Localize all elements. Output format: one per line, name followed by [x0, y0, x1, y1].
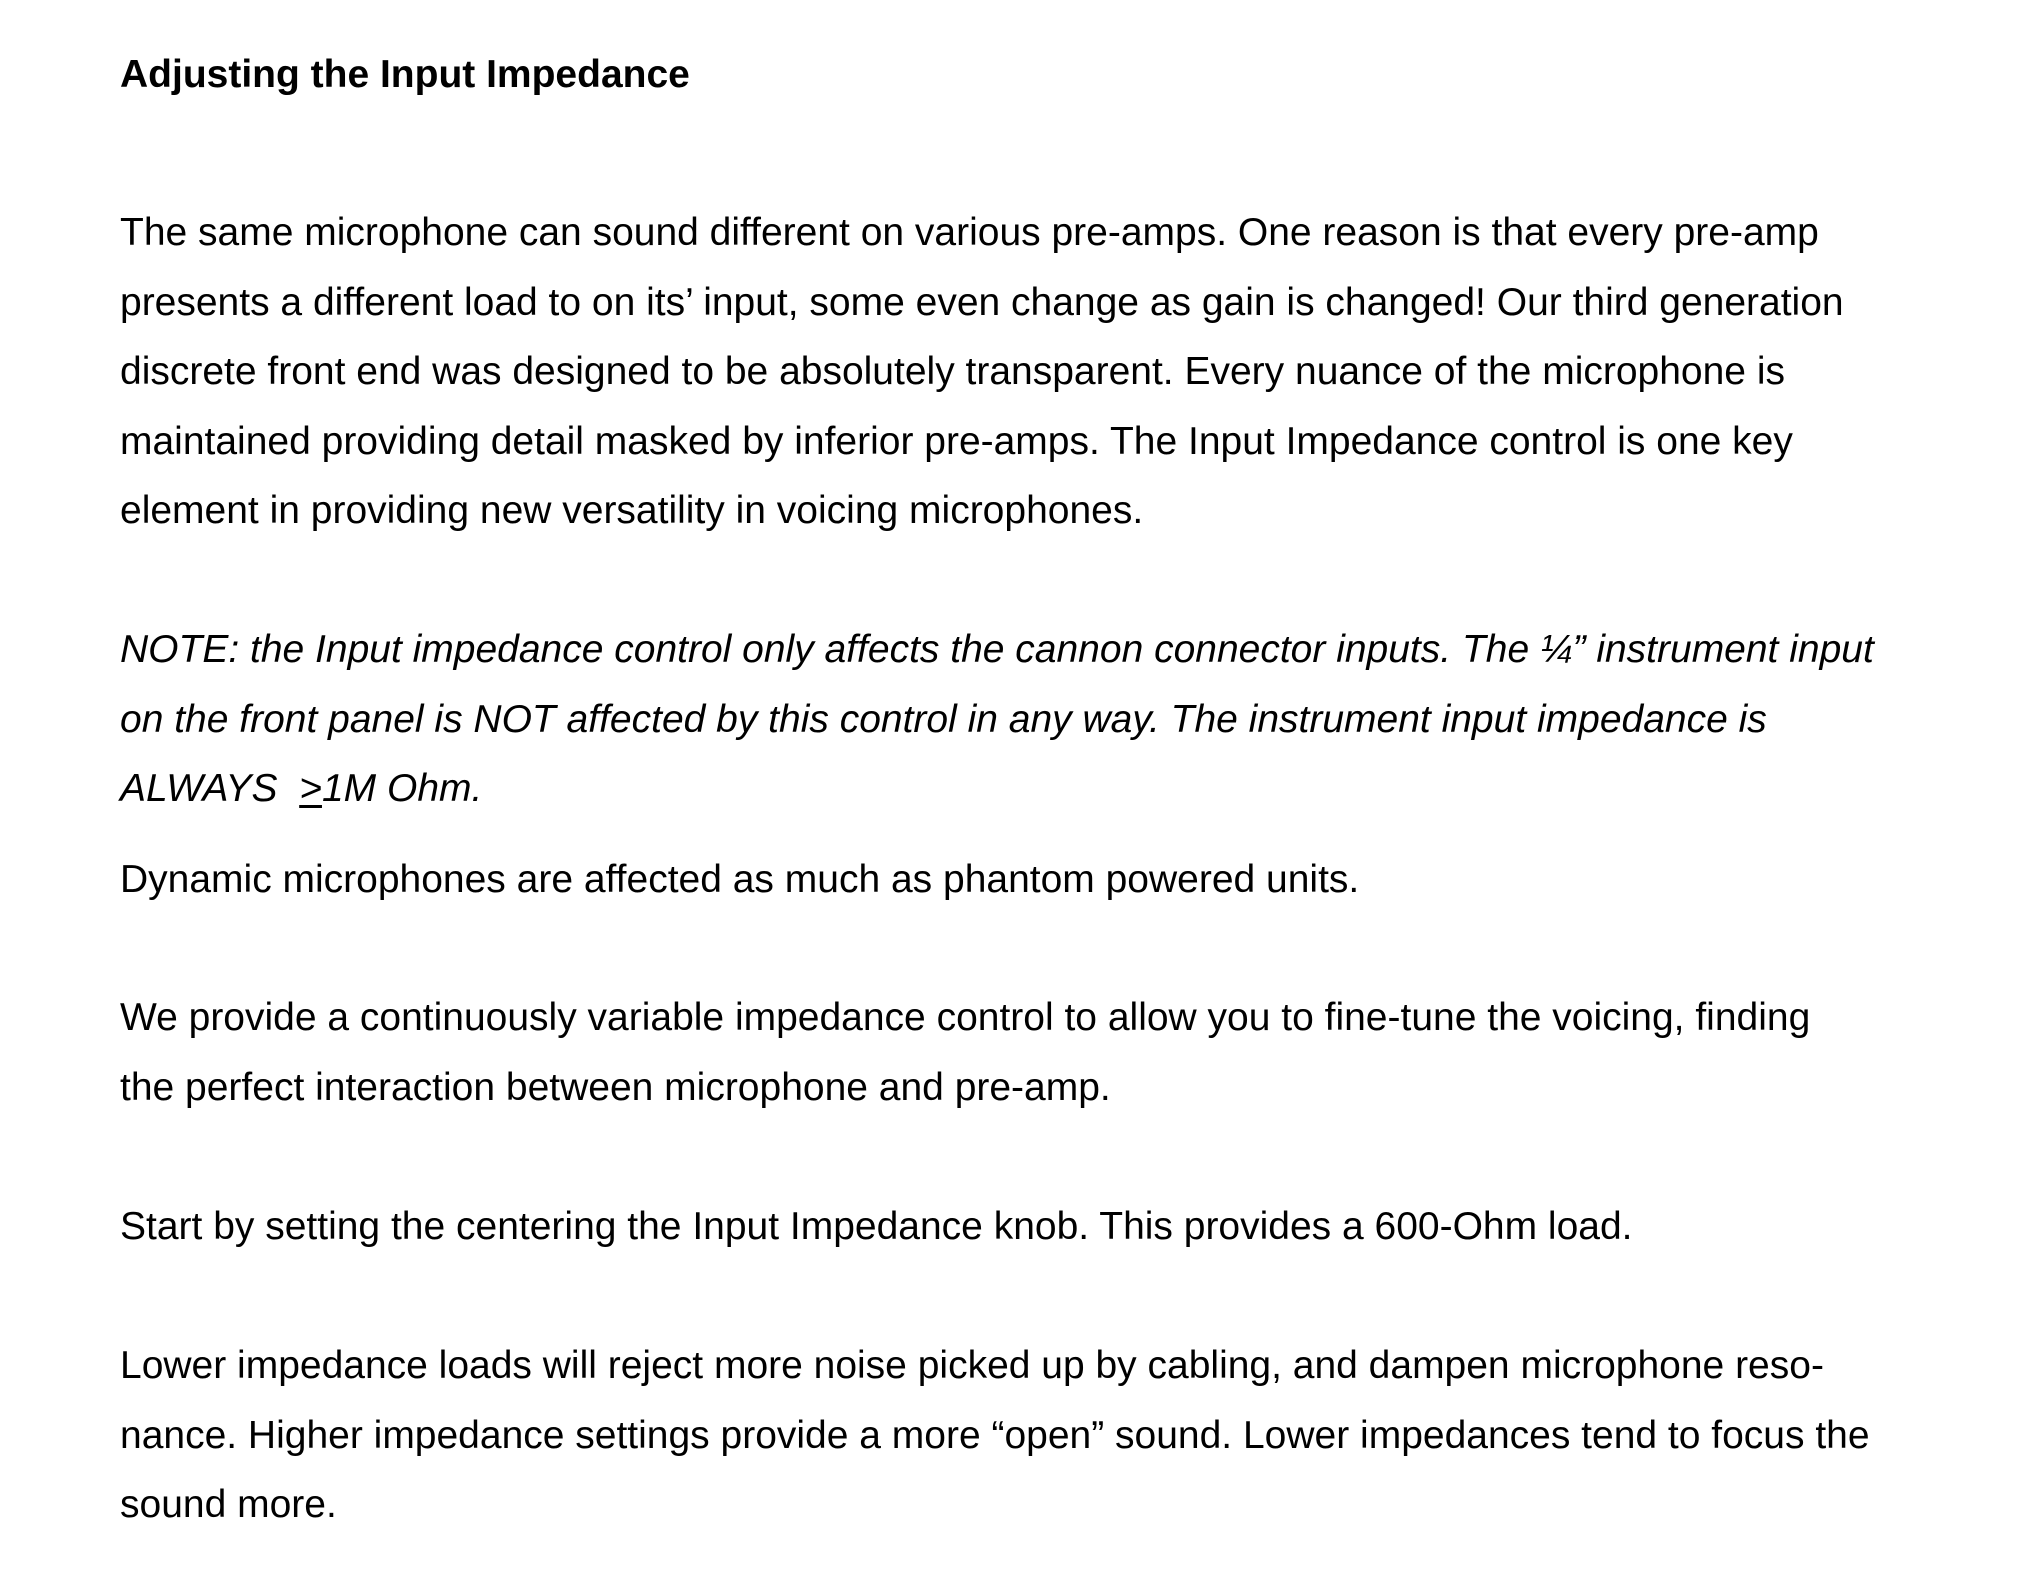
text-line: discrete front end was designed to be absolutely transparent. Every nuance of the microphone is [120, 350, 1785, 394]
text-line: Dynamic microphones are affected as much as phantom powered units. [120, 858, 1360, 901]
paragraph-start-setting [120, 1192, 1633, 1262]
text-line: on the front panel is NOT affected by this control in any way. The instrument input impedance is [120, 697, 1767, 741]
note-prefix: ALWAYS [120, 767, 300, 811]
text-line: We provide a continuously variable impedance control to allow you to fine-tune the voicing, finding [120, 996, 1811, 1039]
paragraph-preamp-load [120, 198, 1844, 546]
text-line: Lower impedance loads will reject more noise picked up by cabling, and dampen microphone reso- [120, 1344, 1824, 1387]
paragraph-note [120, 615, 1874, 824]
text-line: the perfect interaction between microphone and pre-amp. [120, 1065, 1111, 1109]
underlined-greater-equal: > [299, 767, 322, 811]
text-line: element in providing new versatility in voicing microphones. [120, 489, 1144, 533]
paragraph-variable-control [120, 983, 1810, 1122]
paragraph-dynamic-mics [120, 845, 1359, 915]
text-line: presents a different load to on its’ input, some even change as gain is changed! Our third generation [120, 280, 1844, 324]
text-line: nance. Higher impedance settings provide a more “open” sound. Lower impedances tend to focus the [120, 1413, 1870, 1457]
text-line: maintained providing detail masked by inferior pre-amps. The Input Impedance control is one key [120, 419, 1793, 463]
paragraph-impedance-effects [120, 1331, 1870, 1540]
text-line: Start by setting the centering the Input Impedance knob. This provides a 600-Ohm load. [120, 1205, 1633, 1248]
note-suffix: 1M Ohm. [321, 767, 483, 811]
text-line: NOTE: the Input impedance control only affects the cannon connector inputs. The ¼” instrument input [120, 628, 1874, 671]
text-line: sound more. [120, 1483, 337, 1527]
page-title: Adjusting the Input Impedance [120, 53, 690, 96]
text-line-last [120, 754, 1874, 824]
text-line: The same microphone can sound different on various pre-amps. One reason is that every pre-amp [120, 211, 1819, 254]
